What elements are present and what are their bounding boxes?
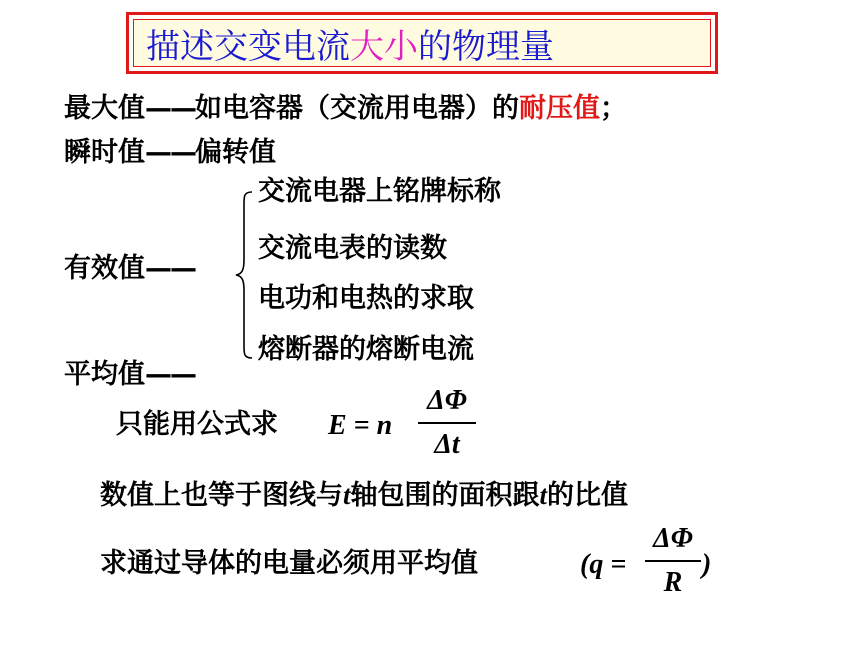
max-highlight: 耐压值 — [519, 93, 600, 124]
formula-fraction — [418, 384, 476, 462]
effective-item-4: 熔断器的熔断电流 — [258, 334, 474, 365]
charge-numerator: ΔΦ — [653, 523, 693, 554]
formula-fraction-bar — [418, 422, 476, 424]
slide-title — [146, 25, 554, 69]
max-dash: —— — [145, 93, 195, 124]
formula-lhs: E = n — [328, 410, 393, 441]
max-end: ； — [600, 93, 627, 124]
max-label: 最大值 — [64, 93, 145, 124]
average-value-line — [64, 358, 195, 392]
max-value-line — [64, 92, 627, 126]
title-box — [126, 12, 718, 74]
charge-fraction-bar — [645, 560, 701, 562]
title-part-2: 大小 — [350, 27, 418, 67]
title-part-3: 的物理量 — [418, 27, 554, 67]
title-part-1: 描述交变电流 — [146, 27, 350, 67]
formula-intro: 只能用公式求 — [116, 409, 278, 440]
curly-brace-icon — [234, 190, 254, 360]
instant-value-line — [64, 136, 276, 170]
effective-item-2: 交流电表的读数 — [258, 233, 447, 264]
charge-rhs: ) — [702, 549, 712, 580]
charge-fraction — [645, 522, 701, 600]
charge-denominator: R — [663, 567, 683, 598]
effective-dash: —— — [145, 253, 195, 284]
area-var-1: t — [343, 480, 351, 510]
instant-label: 瞬时值 — [64, 137, 145, 168]
formula-denominator: Δt — [434, 429, 460, 460]
formula-numerator: ΔΦ — [427, 385, 467, 416]
effective-item-1: 交流电器上铭牌标称 — [258, 176, 501, 207]
effective-label: 有效值 — [64, 253, 145, 284]
effective-item-3: 电功和电热的求取 — [258, 283, 474, 314]
charge-lhs: (q = — [580, 549, 627, 580]
area-var-2: t — [539, 480, 548, 510]
average-label: 平均值 — [64, 359, 145, 390]
charge-text: 求通过导体的电量必须用平均值 — [100, 548, 478, 579]
area-line — [100, 478, 628, 513]
instant-dash: —— — [145, 137, 195, 168]
area-text-b: 轴包围的面积跟 — [350, 480, 540, 511]
average-dash: —— — [145, 359, 195, 390]
effective-value-line — [64, 252, 195, 286]
area-text-a: 数值上也等于图线与 — [100, 480, 343, 511]
area-text-c: 的比值 — [547, 480, 629, 511]
title-inner — [133, 19, 711, 67]
instant-text: 偏转值 — [195, 137, 276, 168]
max-text: 如电容器（交流用电器）的 — [195, 93, 519, 124]
